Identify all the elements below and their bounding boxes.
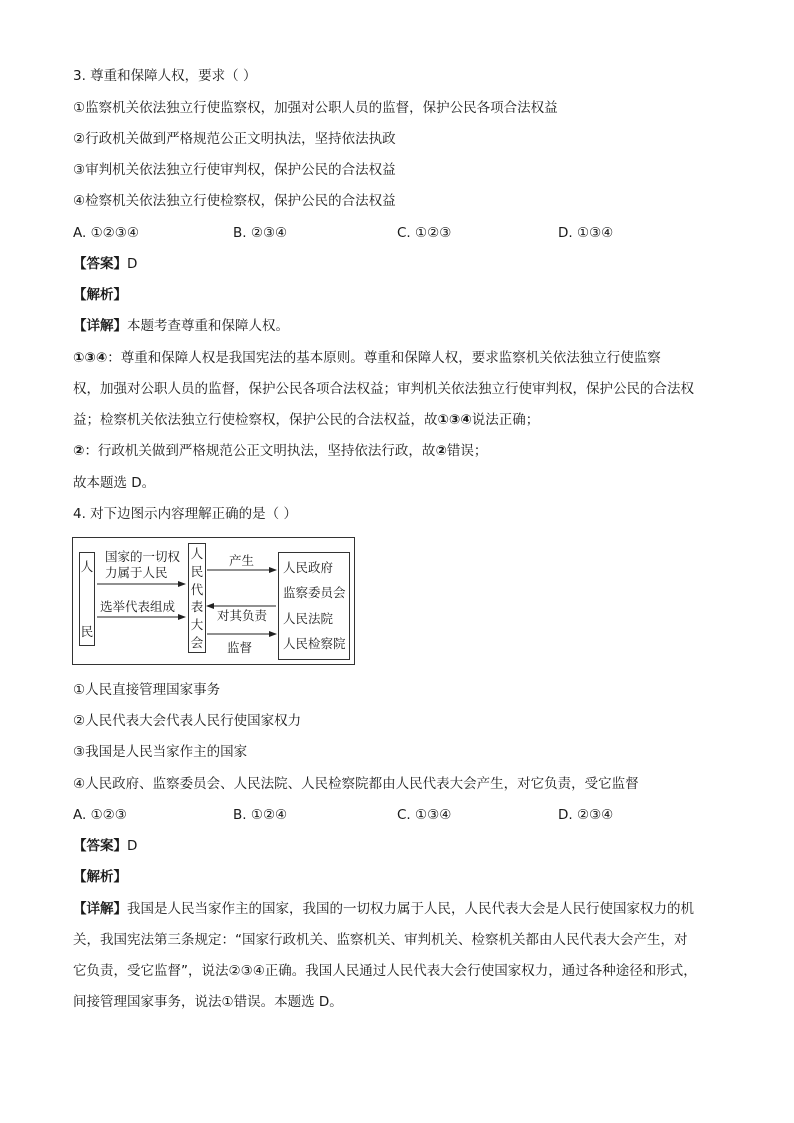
power-label-line-1: 国家的一切权: [105, 549, 181, 564]
congress-char-6: 会: [190, 634, 204, 650]
q3-option-d: D. ①③④: [558, 225, 614, 241]
people-box: [79, 552, 95, 646]
q3-answer-value: D: [127, 256, 138, 272]
q3-detail-label: 【详解】: [73, 318, 127, 334]
organ-government: 人民政府: [283, 559, 334, 575]
q4-detail-line-2: 关，我国宪法第三条规定：“国家行政机关、监察机关、审判机关、检察机关都由人民代表大会产生，对: [73, 932, 688, 948]
q3-answer: [73, 255, 137, 273]
organ-court: 人民法院: [283, 610, 334, 626]
q4-item-3: ③我国是人民当家作主的国家: [73, 744, 248, 760]
congress-box: [188, 543, 206, 653]
q3-explanation-1-line-3a: 益；检察机关依法独立行使检察权，保护公民的合法权益，故: [73, 412, 438, 428]
q3-explanation-2-key: ②: [73, 443, 85, 459]
q3-explanation-2-text: ：行政机关做到严格规范公正文明执法，坚持依法行政，故: [84, 443, 436, 459]
q3-detail: [73, 317, 289, 335]
q3-stem: 3. 尊重和保障人权，要求（ ）: [73, 68, 257, 84]
congress-char-1: 人: [190, 546, 204, 561]
q4-item-1: ①人民直接管理国家事务: [73, 682, 221, 698]
q3-explanation-1-line-1: [73, 349, 661, 367]
q3-explanation-2-text-2: 错误；: [446, 443, 488, 459]
power-label-line-2: 力属于人民: [105, 565, 168, 580]
organs-box: [278, 552, 350, 660]
q3-option-c: C. ①②③: [397, 225, 452, 241]
q3-analysis-label: 【解析】: [73, 287, 127, 303]
q3-answer-label: 【答案】: [73, 256, 127, 272]
q4-option-d: D. ②③④: [558, 807, 614, 823]
q4-detail-label: 【详解】: [73, 901, 127, 917]
congress-char-3: 代: [190, 581, 204, 597]
q4-option-b: B. ①②④: [233, 807, 288, 823]
congress-char-2: 民: [190, 563, 204, 579]
q3-explanation-1-line-3b: 说法正确；: [471, 412, 540, 428]
congress-char-4: 表: [190, 599, 204, 615]
q4-answer-label: 【答案】: [73, 838, 127, 854]
q4-stem: 4. 对下边图示内容理解正确的是（ ）: [73, 506, 297, 522]
q4-diagram: [72, 537, 355, 665]
q4-answer: [73, 837, 137, 855]
q4-item-4: ④人民政府、监察委员会、人民法院、人民检察院都由人民代表大会产生，对它负责，受它监督: [73, 776, 639, 792]
congress-char-5: 大: [190, 617, 204, 633]
q4-option-a: A. ①②③: [73, 807, 127, 823]
people-top-char: 人: [80, 559, 94, 574]
q3-option-b: B. ②③④: [233, 225, 288, 241]
q3-explanation-1-text: ：尊重和保障人权是我国宪法的基本原则。尊重和保障人权，要求监察机关依法独立行使监察: [107, 350, 661, 366]
organ-supervisory-commission: 监察委员会: [283, 585, 346, 601]
q4-item-2: ②人民代表大会代表人民行使国家权力: [73, 713, 302, 729]
people-bottom-char: 民: [80, 624, 94, 639]
produce-label: 产生: [229, 553, 255, 568]
q3-explanation-1-line-2: 权，加强对公职人员的监督，保护公民各项合法权益；审判机关依法独立行使审判权，保护公民的合法权: [73, 381, 694, 397]
q3-conclusion: 故本题选 D。: [73, 475, 156, 491]
q3-item-1: ①监察机关依法独立行使监察权，加强对公职人员的监督，保护公民各项合法权益: [73, 100, 558, 116]
q4-option-c: C. ①③④: [397, 807, 452, 823]
q4-detail-line-1: [73, 900, 694, 918]
responsible-label: 对其负责: [217, 608, 268, 623]
q3-item-4: ④检察机关依法独立行使检察权，保护公民的合法权益: [73, 193, 396, 209]
q4-detail-text-1: 我国是人民当家作主的国家，我国的一切权力属于人民，人民代表大会是人民行使国家权力的机: [127, 901, 694, 917]
organ-procuratorate: 人民检察院: [283, 636, 346, 652]
q4-detail-line-4: 间接管理国家事务，说法①错误。本题选 D。: [73, 994, 343, 1010]
q3-explanation-2-key-2: ②: [435, 443, 447, 459]
elect-label: 选举代表组成: [100, 599, 176, 614]
q3-explanation-1-line-3: [73, 411, 539, 429]
q3-item-2: ②行政机关做到严格规范公正文明执法，坚持依法执政: [73, 131, 396, 147]
q4-detail-line-3: 它负责，受它监督”，说法②③④正确。我国人民通过人民代表大会行使国家权力，通过各种途径和形式，: [73, 963, 697, 979]
q3-explanation-2: [73, 442, 487, 460]
supervise-label: 监督: [227, 640, 253, 655]
q3-option-a: A. ①②③④: [73, 225, 139, 241]
q3-explanation-1-key: ①③④: [73, 350, 108, 366]
q3-detail-text: 本题考查尊重和保障人权。: [127, 318, 289, 334]
q3-item-3: ③审判机关依法独立行使审判权，保护公民的合法权益: [73, 162, 396, 178]
q3-explanation-1-line-3-key: ①③④: [437, 412, 472, 428]
q4-analysis-label: 【解析】: [73, 869, 127, 885]
q4-answer-value: D: [127, 838, 138, 854]
